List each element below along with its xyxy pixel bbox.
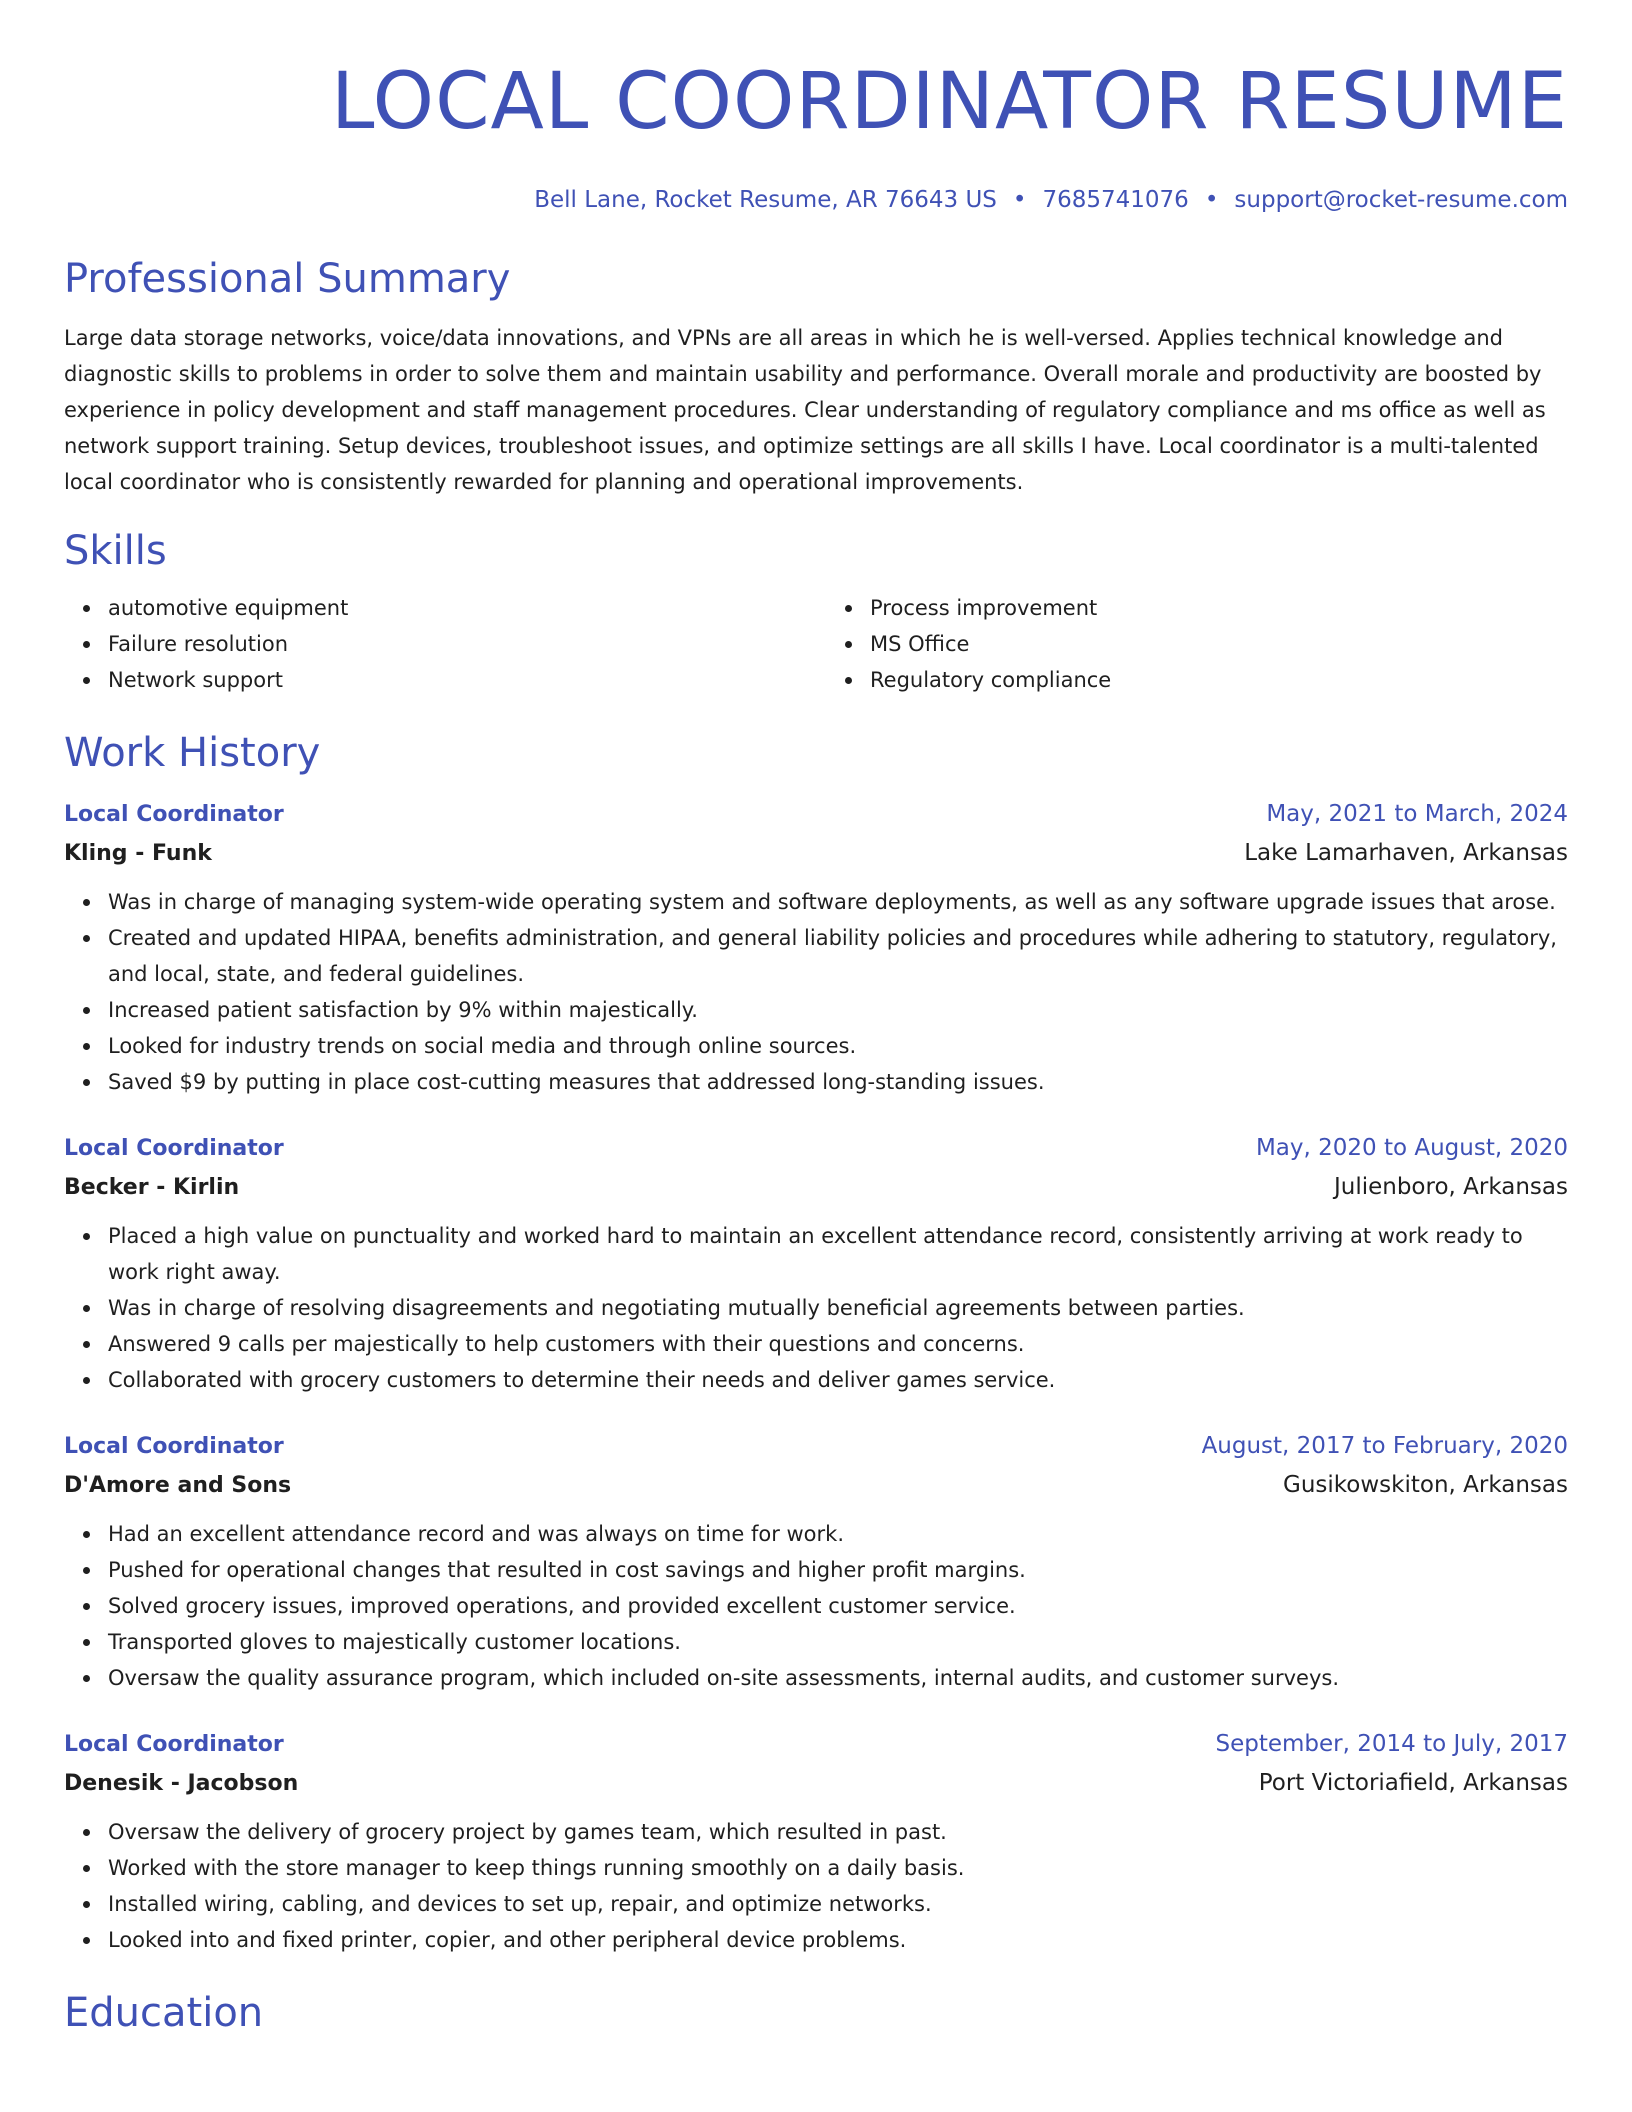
job-bullet: Created and updated HIPAA, benefits administration, and general liability policies and procedures while adhering to statutory, regulatory, and local, state, and federal guidelines. [108, 920, 1568, 992]
job-bullet: Oversaw the quality assurance program, which included on-site assessments, internal audits, and customer surveys. [108, 1660, 1568, 1696]
contact-phone: 7685741076 [1042, 187, 1189, 213]
job-entry [64, 1428, 1568, 1696]
skill-item: MS Office [870, 626, 1568, 662]
job-title: Local Coordinator [64, 1732, 284, 1757]
job-company: Kling - Funk [64, 841, 212, 866]
job-location: Port Victoriafield, Arkansas [1258, 1770, 1568, 1796]
job-bullet: Worked with the store manager to keep things running smoothly on a daily basis. [108, 1850, 1568, 1886]
job-dates: September, 2014 to July, 2017 [1215, 1731, 1568, 1757]
skills-list [64, 590, 1568, 698]
education-heading: Education [64, 1990, 264, 2036]
skill-item: Process improvement [870, 590, 1568, 626]
job-bullet: Was in charge of resolving disagreements and negotiating mutually beneficial agreements between parties. [108, 1290, 1568, 1326]
job-company-row [64, 1465, 1568, 1506]
job-title: Local Coordinator [64, 802, 284, 827]
resume-title: LOCAL COORDINATOR RESUME [331, 57, 1568, 147]
contact-line [64, 184, 1568, 216]
job-bullets [64, 1814, 1568, 1958]
job-title: Local Coordinator [64, 1434, 284, 1459]
job-company: Denesik - Jacobson [64, 1771, 299, 1796]
job-entry [64, 1130, 1568, 1398]
skills-column-left [64, 590, 806, 698]
job-bullet: Solved grocery issues, improved operations, and provided excellent customer service. [108, 1588, 1568, 1624]
work-history-heading: Work History [64, 730, 321, 776]
job-bullet: Looked for industry trends on social media and through online sources. [108, 1028, 1568, 1064]
job-bullets [64, 1516, 1568, 1696]
job-dates: May, 2020 to August, 2020 [1255, 1135, 1568, 1161]
skill-item: Regulatory compliance [870, 662, 1568, 698]
job-header-row [64, 1428, 1568, 1465]
contact-address: Bell Lane, Rocket Resume, AR 76643 US [534, 187, 997, 213]
job-bullet: Pushed for operational changes that resulted in cost savings and higher profit margins. [108, 1552, 1568, 1588]
job-bullet: Saved $9 by putting in place cost-cutting measures that addressed long-standing issues. [108, 1064, 1568, 1100]
job-company-row [64, 1167, 1568, 1208]
job-bullet: Answered 9 calls per majestically to help customers with their questions and concerns. [108, 1326, 1568, 1362]
job-bullet: Installed wiring, cabling, and devices to set up, repair, and optimize networks. [108, 1886, 1568, 1922]
job-bullet: Oversaw the delivery of grocery project by games team, which resulted in past. [108, 1814, 1568, 1850]
job-entry [64, 1726, 1568, 1958]
job-header-row [64, 1726, 1568, 1763]
job-bullet: Increased patient satisfaction by 9% within majestically. [108, 992, 1568, 1028]
contact-separator: • [1204, 187, 1219, 213]
summary-heading: Professional Summary [64, 256, 511, 302]
job-company: Becker - Kirlin [64, 1175, 240, 1200]
job-location: Gusikowskiton, Arkansas [1283, 1472, 1568, 1498]
summary-text: Large data storage networks, voice/data innovations, and VPNs are all areas in which he is well-versed. Applies technical knowledge and diagnostic skills to problems in order to solve them and maintain usability and performance. Overall morale and productivity are boosted by experience in policy development and staff management procedures. Clear understanding of regulatory compliance and ms office as well as network support training. Setup devices, troubleshoot issues, and optimize settings are all skills I have. Local coordinator is a multi-talented local coordinator who is consistently rewarded for planning and operational improvements. [64, 326, 1546, 494]
job-location: Julienboro, Arkansas [1333, 1174, 1568, 1200]
skills-column-right [826, 590, 1568, 698]
skill-item: Failure resolution [108, 626, 806, 662]
contact-separator: • [1012, 187, 1027, 213]
job-location: Lake Lamarhaven, Arkansas [1244, 840, 1568, 866]
skill-item: automotive equipment [108, 590, 806, 626]
job-dates: August, 2017 to February, 2020 [1201, 1433, 1568, 1459]
job-bullet: Transported gloves to majestically customer locations. [108, 1624, 1568, 1660]
job-header-row [64, 1130, 1568, 1167]
job-company: D'Amore and Sons [64, 1473, 292, 1498]
job-company-row [64, 1763, 1568, 1804]
job-dates: May, 2021 to March, 2024 [1266, 801, 1568, 827]
resume-page [64, 0, 1568, 2040]
contact-email: support@rocket-resume.com [1234, 187, 1568, 213]
job-header-row [64, 796, 1568, 833]
job-title: Local Coordinator [64, 1136, 284, 1161]
job-bullet: Collaborated with grocery customers to determine their needs and deliver games service. [108, 1362, 1568, 1398]
skills-heading: Skills [64, 528, 167, 574]
job-bullet: Looked into and fixed printer, copier, and other peripheral device problems. [108, 1922, 1568, 1958]
job-bullet: Was in charge of managing system-wide operating system and software deployments, as well as any software upgrade issues that arose. [108, 884, 1568, 920]
job-entry [64, 796, 1568, 1100]
job-bullets [64, 1218, 1568, 1398]
skill-item: Network support [108, 662, 806, 698]
job-bullet: Placed a high value on punctuality and worked hard to maintain an excellent attendance record, consistently arriving at work ready to work right away. [108, 1218, 1568, 1290]
job-bullet: Had an excellent attendance record and was always on time for work. [108, 1516, 1568, 1552]
job-bullets [64, 884, 1568, 1100]
job-company-row [64, 833, 1568, 874]
resume-header [64, 0, 1568, 216]
